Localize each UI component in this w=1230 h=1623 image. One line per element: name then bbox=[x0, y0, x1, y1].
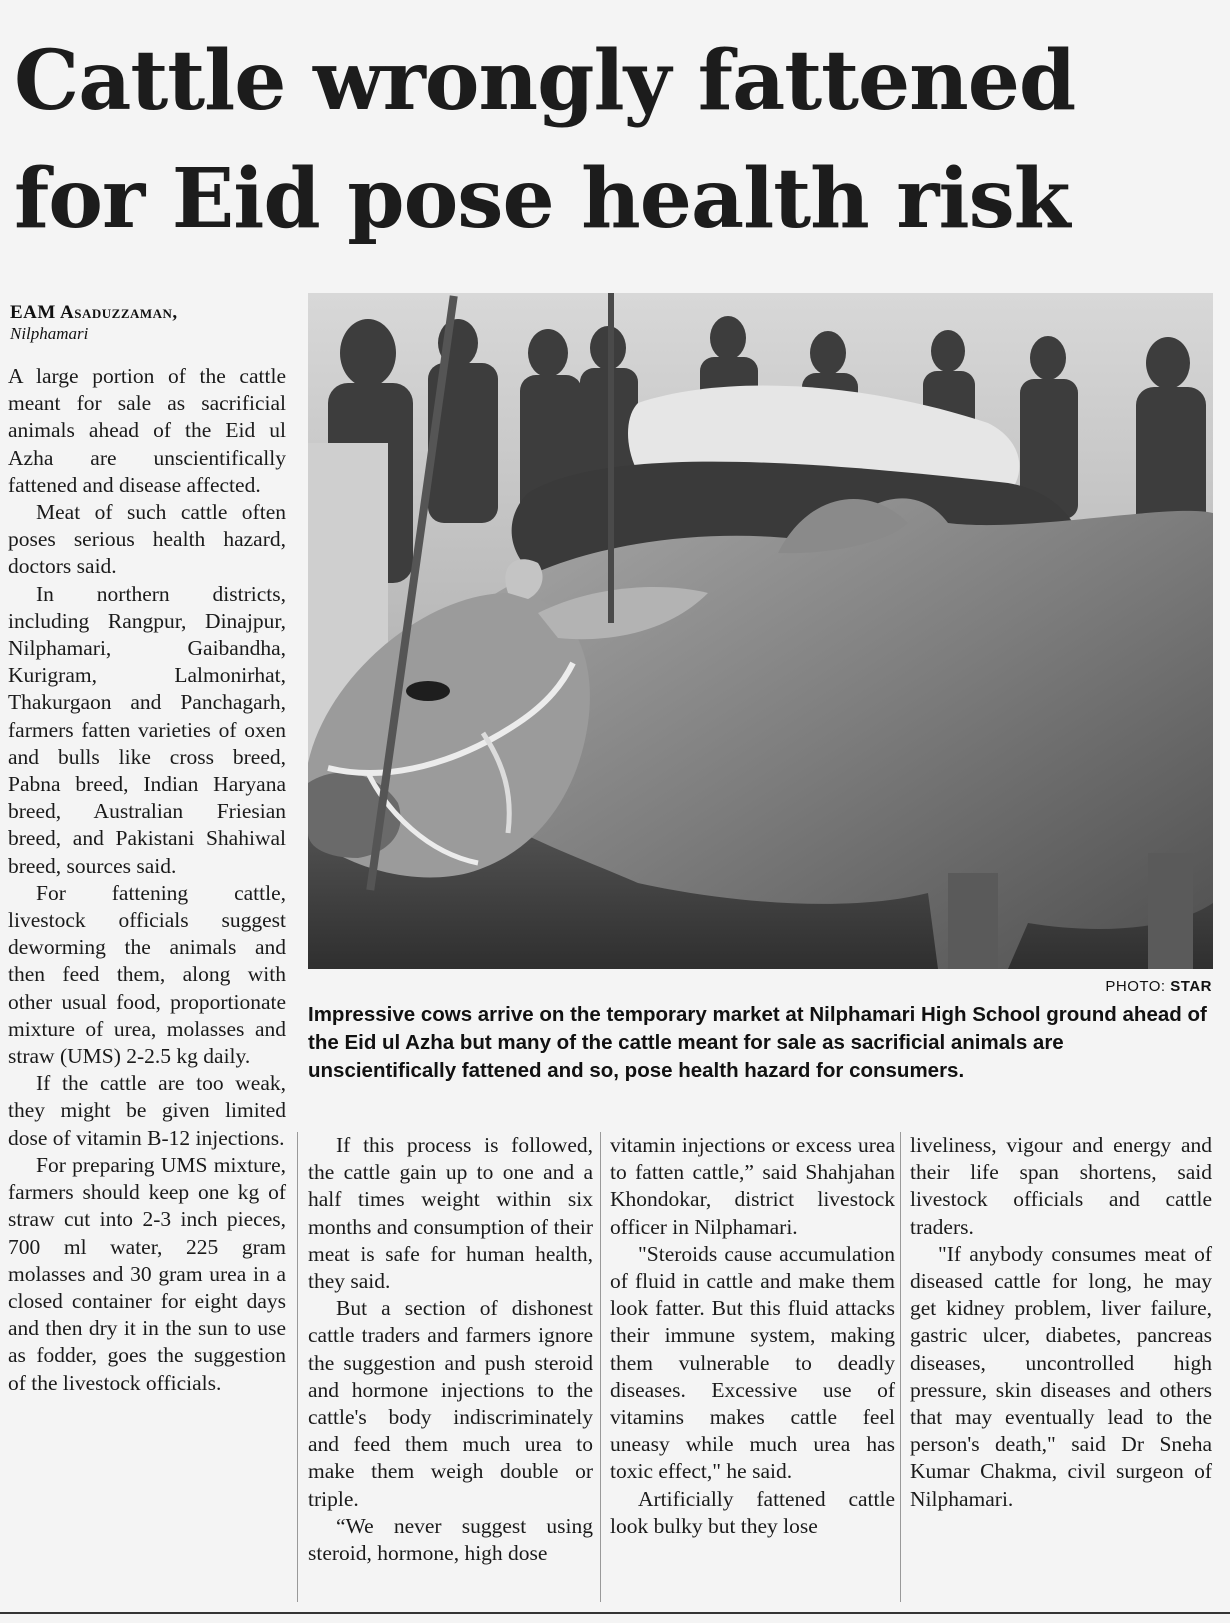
paragraph: If the cattle are too weak, they might be given limited dose of vitamin B-12 injections. bbox=[8, 1071, 286, 1150]
column-divider bbox=[297, 1132, 298, 1602]
headline bbox=[14, 22, 1219, 258]
photo-credit-label: PHOTO: bbox=[1105, 978, 1166, 995]
byline bbox=[10, 302, 178, 344]
paragraph: For fattening cattle, livestock officials suggest deworming the animals and then feed them, along with other usual food, proportionate mixture of urea, molasses and straw (UMS) 2-2.5 kg daily. bbox=[8, 880, 286, 1069]
article-column-2 bbox=[308, 1132, 593, 1567]
paragraph: For preparing UMS mixture, farmers should keep one kg of straw cut into 2-3 inch pieces, 700 ml water, 225 gram molasses and 30 gram urea in a closed container for eight days and then dry it in the sun to use as fodder, goes the suggestion of the livestock officials. bbox=[8, 1152, 286, 1395]
paragraph: Meat of such cattle often poses serious health hazard, doctors said. bbox=[8, 500, 286, 579]
paragraph: “We never suggest using steroid, hormone, high dose bbox=[308, 1513, 593, 1566]
paragraph: In northern districts, including Rangpur, Dinajpur, Nilphamari, Gaibandha, Kurigram, Lalmonirhat, Thakurgaon and Panchagarh, farmers fatten varieties of oxen and bulls like cross breed, Pabna breed, Indian Haryana breed, Australian Friesian breed, and Pakistani Shahiwal breed, sources said. bbox=[8, 581, 286, 878]
news-photo-cattle-market bbox=[308, 293, 1213, 969]
headline-line-1: Cattle wrongly fattened bbox=[14, 33, 1076, 129]
paragraph: If this process is followed, the cattle gain up to one and a half times weight within six months and consumption of their meat is safe for human health, they said. bbox=[308, 1133, 593, 1294]
article-column-1 bbox=[8, 363, 286, 1397]
paragraph: "If anybody consumes meat of diseased cattle for long, he may get kidney problem, liver failure, gastric ulcer, diabetes, pancreas diseases, uncontrolled high pressure, skin diseases and others that may eventually lead to the person's death," said Dr Sneha Kumar Chakma, civil surgeon of Nilphamari. bbox=[910, 1241, 1212, 1511]
paragraph: Artificially fattened cattle look bulky but they lose bbox=[610, 1486, 895, 1538]
paragraph: vitamin injections or excess urea to fatten cattle,” said Shahjahan Khondokar, district livestock officer in Nilphamari. bbox=[610, 1133, 895, 1239]
paragraph: "Steroids cause accumulation of fluid in cattle and make them look fatter. But this fluid attacks their immune system, making them vulnerable to deadly diseases. Excessive use of vitamins makes cattle feel uneasy while much urea has toxic effect," he said. bbox=[610, 1241, 895, 1484]
article-column-3 bbox=[610, 1132, 895, 1540]
byline-place: Nilphamari bbox=[10, 324, 89, 343]
bottom-rule bbox=[0, 1612, 1230, 1614]
paragraph: liveliness, vigour and energy and their life span shortens, said livestock officials and cattle traders. bbox=[910, 1133, 1212, 1239]
headline-line-2: for Eid pose health risk bbox=[14, 151, 1070, 247]
column-divider bbox=[600, 1132, 601, 1602]
column-divider bbox=[900, 1132, 901, 1602]
paragraph: But a section of dishonest cattle traders and farmers ignore the suggestion and push steroid and hormone injections to the cattle's body indiscriminately and feed them much urea to make them weigh double or triple. bbox=[308, 1296, 593, 1511]
photo-credit bbox=[1105, 978, 1212, 995]
photo-caption: Impressive cows arrive on the temporary market at Nilphamari High School ground ahead of the Eid ul Azha but many of the cattle meant for sale as sacrificial animals are unscientifically fattened and so, pose health hazard for consumers. bbox=[308, 1003, 1207, 1082]
cattle-photo-illustration bbox=[308, 293, 1213, 969]
article-column-4 bbox=[910, 1132, 1212, 1513]
byline-author: EAM Asaduzzaman, bbox=[10, 302, 178, 323]
paragraph: A large portion of the cattle meant for sale as sacrificial animals ahead of the Eid ul Azha are unscientifically fattened and disease affected. bbox=[8, 364, 286, 497]
photo-credit-source: STAR bbox=[1170, 978, 1212, 995]
